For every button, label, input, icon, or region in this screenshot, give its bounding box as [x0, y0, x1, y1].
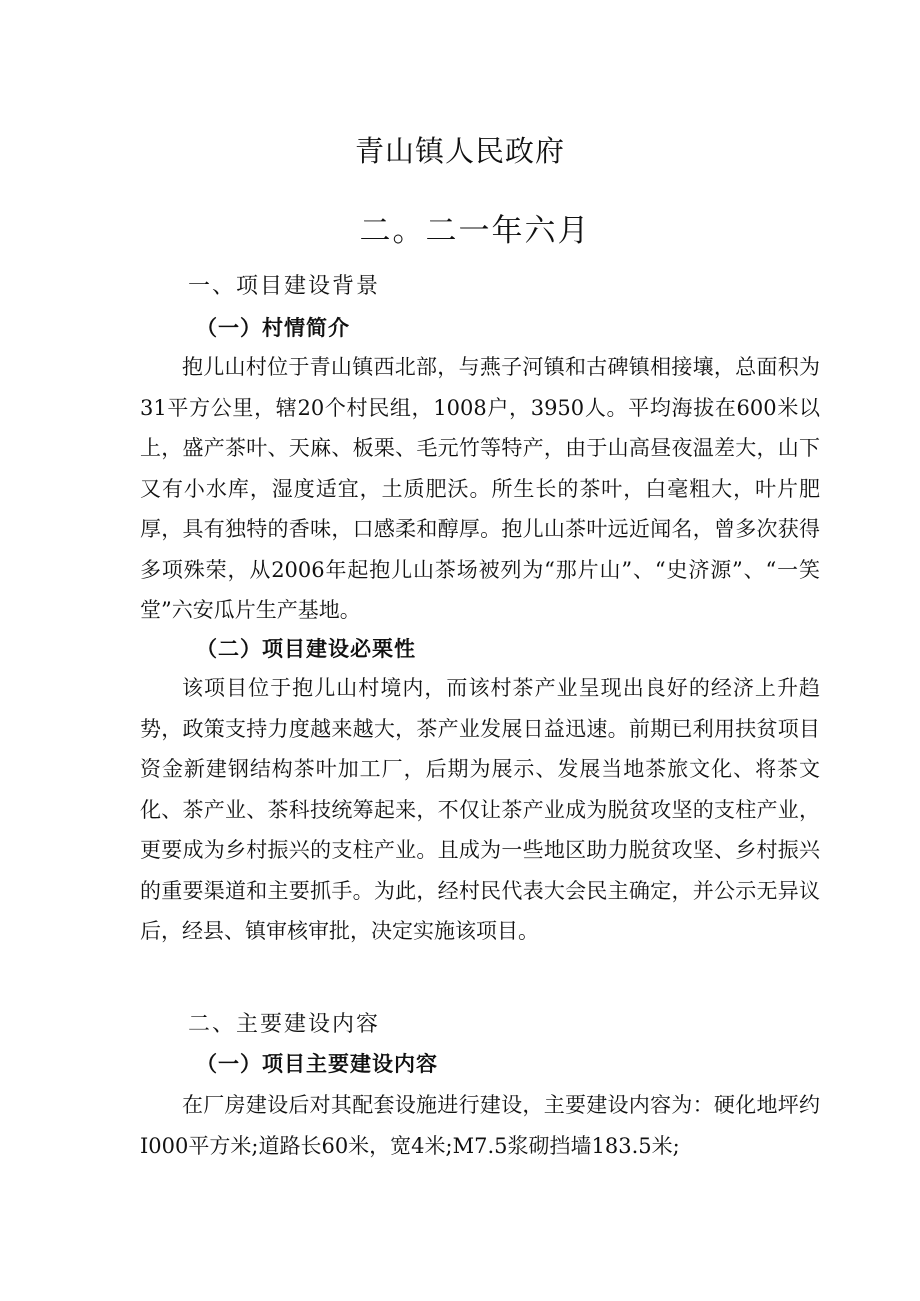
section-2-heading: 二、主要建设内容: [188, 1012, 381, 1037]
document-title: 青山镇人民政府: [354, 134, 565, 168]
section-1-2-paragraph: 该项目位于抱儿山村境内，而该村茶产业呈现出良好的经济上升趋势，政策支持力度越来越大，茶产业发展日益迅速。前期已利用扶贫项目资金新建钢结构茶叶加工厂，后期为展示、发展当地茶旅文化、将茶文化、茶产业、茶科技统筹起来，不仅让茶产业成为脱贫攻坚的支柱产业，更要成为乡村振兴的支柱产业。且成为一些地区助力脱贫攻坚、乡村振兴的重要渠道和主要抓手。为此，经村民代表大会民主确定，并公示无异议后，经县、镇审核审批，决定实施该项目。: [140, 676, 820, 943]
section-1-1-heading: （一）村情简介: [196, 316, 350, 340]
section-1-1-paragraph: 抱儿山村位于青山镇西北部，与燕子河镇和古碑镇相接壤，总面积为31平方公里，辖20个村民组，1008户，3950人。平均海拔在600米以上，盛产茶叶、天麻、板栗、毛元竹等特产，由于山高昼夜温差大，山下又有小水库，湿度适宜，土质肥沃。所生长的茶叶，白毫粗大，叶片肥厚，具有独特的香味，口感柔和醇厚。抱儿山茶叶远近闻名，曾多次获得多项殊荣，从2006年起抱儿山茶场被列为“那片山”、“史济源”、“一笑堂”六安瓜片生产基地。: [140, 355, 820, 622]
section-1-2-heading: （二）项目建设必栗性: [196, 637, 416, 661]
section-1-heading: 一、项目建设背景: [188, 274, 381, 299]
section-2-1-paragraph: 在厂房建设后对其配套设施进行建设，主要建设内容为：硬化地坪约I000平方米;道路长60米，宽4米;M7.5浆砌挡墙183.5米;: [140, 1093, 820, 1158]
document-date: 二。二一年六月: [359, 213, 591, 249]
section-2-1-heading: （一）项目主要建设内容: [196, 1052, 438, 1076]
